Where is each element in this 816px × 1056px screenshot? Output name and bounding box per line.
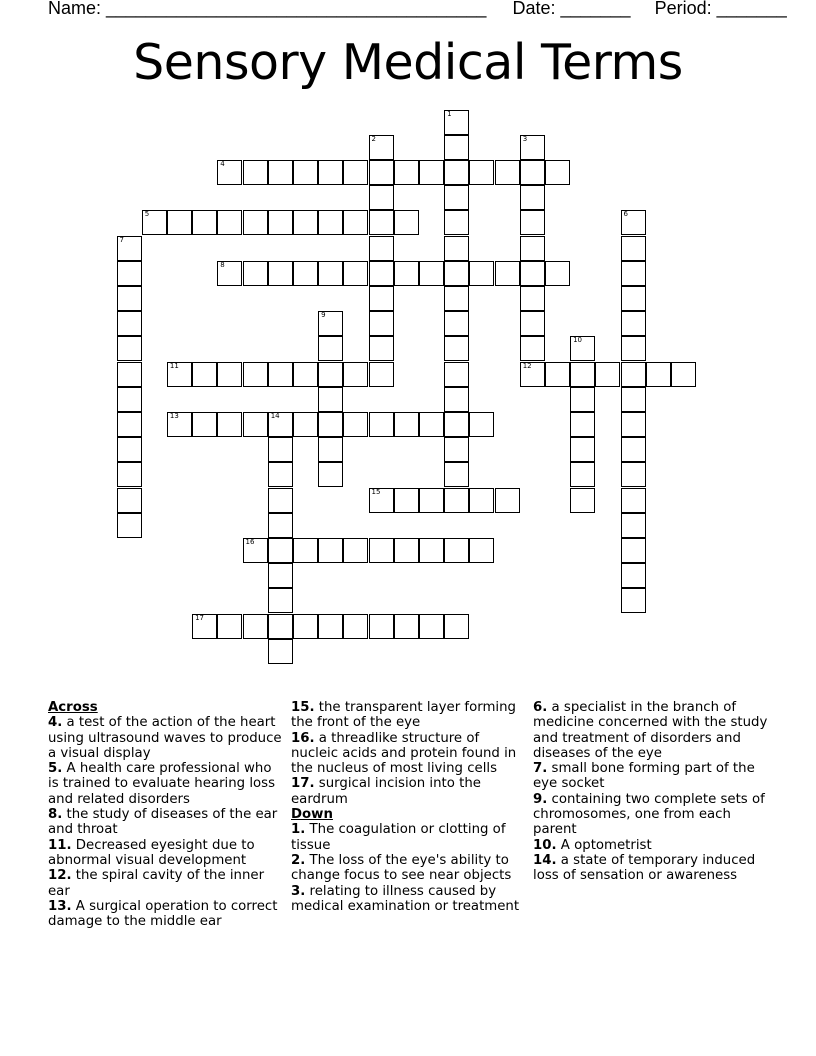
clue-number: 12 [522, 361, 532, 370]
grid-cell[interactable] [192, 614, 217, 639]
clue-number: 17 [195, 613, 205, 622]
grid-cell[interactable] [318, 311, 343, 336]
grid-cell[interactable] [318, 210, 343, 235]
grid-cell[interactable] [570, 362, 595, 387]
grid-cell[interactable] [545, 261, 570, 286]
grid-cell[interactable] [369, 614, 394, 639]
grid-cell[interactable] [343, 261, 368, 286]
grid-cell[interactable] [671, 362, 696, 387]
down-clue [533, 700, 768, 761]
page-title: Sensory Medical Terms [133, 34, 683, 91]
grid-cell[interactable] [621, 437, 646, 462]
grid-cell[interactable] [444, 210, 469, 235]
grid-cell[interactable] [117, 286, 142, 311]
grid-cell[interactable] [444, 336, 469, 361]
grid-cell[interactable] [369, 311, 394, 336]
grid-cell[interactable] [192, 412, 217, 437]
down-heading: Down [291, 807, 333, 823]
clue-text: Decreased eyesight due to abnormal visual development [48, 837, 255, 868]
across-clue [48, 761, 284, 807]
grid-cell[interactable] [268, 488, 293, 513]
grid-cell[interactable] [621, 236, 646, 261]
grid-cell[interactable] [369, 210, 394, 235]
grid-cell[interactable] [621, 462, 646, 487]
grid-cell[interactable] [217, 412, 242, 437]
down-clue [533, 838, 768, 853]
grid-cell[interactable] [419, 614, 444, 639]
grid-cell[interactable] [419, 261, 444, 286]
grid-cell[interactable] [369, 336, 394, 361]
grid-cell[interactable] [495, 261, 520, 286]
grid-cell[interactable] [268, 462, 293, 487]
clue-text: small bone forming part of the eye socket [533, 761, 755, 792]
grid-cell[interactable] [268, 538, 293, 563]
clue-number-label: 2. [291, 852, 306, 868]
grid-cell[interactable] [217, 362, 242, 387]
grid-cell[interactable] [343, 412, 368, 437]
across-clue [48, 807, 284, 838]
grid-cell[interactable] [444, 362, 469, 387]
grid-cell[interactable] [545, 362, 570, 387]
grid-cell[interactable] [318, 261, 343, 286]
clues-column-1 [48, 700, 284, 929]
clue-number-label: 10. [533, 837, 557, 853]
clues-column-3 [533, 700, 768, 884]
grid-cell[interactable] [217, 160, 242, 185]
clue-number-label: 1. [291, 822, 306, 838]
grid-cell[interactable] [394, 614, 419, 639]
grid-cell[interactable] [268, 513, 293, 538]
grid-cell[interactable] [570, 387, 595, 412]
grid-cell[interactable] [520, 135, 545, 160]
clue-number: 8 [220, 260, 225, 269]
grid-cell[interactable] [293, 160, 318, 185]
across-clues-col2 [291, 700, 525, 807]
clue-number-label: 15. [291, 700, 315, 715]
down-clue [291, 853, 525, 884]
clue-number: 4 [220, 159, 225, 168]
grid-cell[interactable] [444, 185, 469, 210]
grid-cell[interactable] [444, 412, 469, 437]
clue-number: 10 [573, 336, 583, 345]
grid-cell[interactable] [621, 311, 646, 336]
clues-column-2 [291, 700, 525, 914]
grid-cell[interactable] [343, 160, 368, 185]
grid-cell[interactable] [444, 437, 469, 462]
down-clue [533, 792, 768, 838]
clue-number: 14 [270, 411, 280, 420]
grid-cell[interactable] [268, 639, 293, 664]
clue-number: 1 [447, 109, 452, 118]
across-clue [291, 700, 525, 731]
grid-cell[interactable] [545, 160, 570, 185]
grid-cell[interactable] [444, 261, 469, 286]
worksheet-header [48, 0, 787, 19]
grid-cell[interactable] [318, 437, 343, 462]
across-clue [48, 868, 284, 899]
grid-cell[interactable] [570, 437, 595, 462]
grid-cell[interactable] [495, 160, 520, 185]
grid-cell[interactable] [343, 210, 368, 235]
grid-cell[interactable] [293, 261, 318, 286]
clue-number-label: 5. [48, 761, 63, 777]
grid-cell[interactable] [419, 488, 444, 513]
clue-text: a specialist in the branch of medicine concerned with the study and treatment of disorders and diseases of the eye [533, 700, 768, 761]
grid-cell[interactable] [444, 311, 469, 336]
grid-cell[interactable] [570, 336, 595, 361]
grid-cell[interactable] [369, 412, 394, 437]
clue-text: a threadlike structure of nucleic acids and protein found in the nucleus of most living cells [291, 730, 517, 777]
grid-cell[interactable] [117, 311, 142, 336]
grid-cell[interactable] [520, 362, 545, 387]
grid-cell[interactable] [469, 160, 494, 185]
grid-cell[interactable] [243, 261, 268, 286]
clue-number: 7 [119, 235, 124, 244]
grid-cell[interactable] [293, 412, 318, 437]
clue-text: The coagulation or clotting of tissue [291, 822, 506, 853]
grid-cell[interactable] [621, 336, 646, 361]
grid-cell[interactable] [444, 614, 469, 639]
clue-number: 11 [169, 361, 179, 370]
grid-cell[interactable] [192, 362, 217, 387]
grid-cell[interactable] [621, 210, 646, 235]
grid-cell[interactable] [495, 488, 520, 513]
grid-cell[interactable] [318, 412, 343, 437]
clue-number-label: 13. [48, 898, 72, 914]
grid-cell[interactable] [469, 538, 494, 563]
grid-cell[interactable] [369, 362, 394, 387]
across-clue [48, 715, 284, 761]
grid-cell[interactable] [192, 210, 217, 235]
grid-cell[interactable] [117, 387, 142, 412]
grid-cell[interactable] [394, 488, 419, 513]
grid-cell[interactable] [318, 336, 343, 361]
clue-text: the transparent layer forming the front of the eye [291, 700, 516, 731]
grid-cell[interactable] [520, 185, 545, 210]
grid-cell[interactable] [621, 488, 646, 513]
grid-cell[interactable] [343, 614, 368, 639]
grid-cell[interactable] [646, 362, 671, 387]
grid-cell[interactable] [117, 513, 142, 538]
clue-number-label: 9. [533, 791, 548, 807]
clue-text: A health care professional who is trained to evaluate hearing loss and related disorders [48, 761, 276, 807]
grid-cell[interactable] [621, 261, 646, 286]
clue-number: 3 [522, 134, 528, 143]
grid-cell[interactable] [419, 538, 444, 563]
down-clues-col2 [291, 822, 525, 914]
grid-cell[interactable] [243, 538, 268, 563]
grid-cell[interactable] [343, 362, 368, 387]
grid-cell[interactable] [621, 513, 646, 538]
clue-number: 9 [321, 311, 326, 320]
grid-cell[interactable] [394, 160, 419, 185]
grid-cell[interactable] [520, 336, 545, 361]
grid-cell[interactable] [520, 160, 545, 185]
name-field[interactable]: Name: ______________________________________ [48, 0, 487, 18]
grid-cell[interactable] [117, 488, 142, 513]
clue-text: the spiral cavity of the inner ear [48, 868, 265, 899]
grid-cell[interactable] [394, 538, 419, 563]
grid-cell[interactable] [293, 538, 318, 563]
grid-cell[interactable] [369, 185, 394, 210]
clue-text: The loss of the eye's ability to change focus to see near objects [291, 852, 512, 884]
clue-text: A optometrist [556, 837, 652, 853]
grid-cell[interactable] [217, 614, 242, 639]
grid-cell[interactable] [243, 160, 268, 185]
grid-cell[interactable] [394, 412, 419, 437]
grid-cell[interactable] [318, 362, 343, 387]
grid-cell[interactable] [268, 362, 293, 387]
grid-cell[interactable] [117, 437, 142, 462]
across-heading: Across [48, 700, 98, 715]
grid-cell[interactable] [293, 362, 318, 387]
across-clue [291, 731, 525, 777]
grid-cell[interactable] [621, 286, 646, 311]
clue-text: a test of the action of the heart using ultrasound waves to produce a visual display [48, 715, 282, 761]
clue-number: 2 [371, 134, 376, 143]
grid-cell[interactable] [469, 488, 494, 513]
clue-number: 15 [371, 487, 381, 496]
grid-cell[interactable] [217, 210, 242, 235]
date-field[interactable]: Date: _______ [512, 0, 631, 18]
across-clue [48, 899, 284, 930]
grid-cell[interactable] [243, 362, 268, 387]
grid-cell[interactable] [268, 588, 293, 613]
grid-cell[interactable] [444, 236, 469, 261]
across-clue [291, 776, 525, 807]
grid-cell[interactable] [318, 538, 343, 563]
grid-cell[interactable] [621, 538, 646, 563]
across-clues-col1 [48, 715, 284, 929]
grid-cell[interactable] [117, 412, 142, 437]
grid-cell[interactable] [167, 210, 192, 235]
grid-cell[interactable] [394, 261, 419, 286]
grid-cell[interactable] [520, 286, 545, 311]
grid-cell[interactable] [520, 210, 545, 235]
grid-cell[interactable] [419, 412, 444, 437]
grid-cell[interactable] [318, 387, 343, 412]
grid-cell[interactable] [444, 110, 469, 135]
grid-cell[interactable] [369, 538, 394, 563]
clue-number: 5 [144, 210, 150, 219]
grid-cell[interactable] [444, 387, 469, 412]
grid-cell[interactable] [520, 311, 545, 336]
grid-cell[interactable] [444, 286, 469, 311]
clue-number-label: 16. [291, 730, 315, 746]
grid-cell[interactable] [268, 614, 293, 639]
clue-number: 13 [169, 411, 179, 420]
clue-text: surgical incision into the eardrum [291, 776, 481, 807]
grid-cell[interactable] [369, 286, 394, 311]
down-clue [291, 884, 525, 915]
clue-number-label: 4. [48, 715, 63, 731]
clue-number-label: 7. [533, 761, 548, 777]
grid-cell[interactable] [369, 261, 394, 286]
grid-cell[interactable] [369, 236, 394, 261]
grid-cell[interactable] [570, 412, 595, 437]
clue-number-label: 17. [291, 776, 315, 792]
grid-cell[interactable] [369, 135, 394, 160]
grid-cell[interactable] [419, 160, 444, 185]
grid-cell[interactable] [469, 412, 494, 437]
clue-text: containing two complete sets of chromosomes, one from each parent [533, 791, 765, 838]
grid-cell[interactable] [369, 160, 394, 185]
grid-cell[interactable] [520, 261, 545, 286]
grid-cell[interactable] [444, 160, 469, 185]
grid-cell[interactable] [268, 412, 293, 437]
grid-cell[interactable] [117, 261, 142, 286]
grid-cell[interactable] [570, 488, 595, 513]
down-clues-col3 [533, 700, 768, 884]
grid-cell[interactable] [268, 563, 293, 588]
clue-text: A surgical operation to correct damage to the middle ear [48, 898, 278, 930]
clue-text: the study of diseases of the ear and throat [48, 807, 278, 838]
grid-cell[interactable] [318, 160, 343, 185]
grid-cell[interactable] [394, 210, 419, 235]
grid-cell[interactable] [293, 614, 318, 639]
grid-cell[interactable] [595, 362, 620, 387]
grid-cell[interactable] [318, 614, 343, 639]
grid-cell[interactable] [444, 488, 469, 513]
clue-text: a state of temporary induced loss of sensation or awareness [533, 852, 756, 884]
grid-cell[interactable] [369, 488, 394, 513]
period-field[interactable]: Period: _______ [654, 0, 787, 18]
grid-cell[interactable] [621, 588, 646, 613]
grid-cell[interactable] [117, 236, 142, 261]
grid-cell[interactable] [167, 362, 192, 387]
grid-cell[interactable] [293, 210, 318, 235]
grid-cell[interactable] [167, 412, 192, 437]
grid-cell[interactable] [343, 538, 368, 563]
grid-cell[interactable] [268, 160, 293, 185]
grid-cell[interactable] [243, 614, 268, 639]
down-clue [533, 853, 768, 884]
grid-cell[interactable] [268, 210, 293, 235]
grid-cell[interactable] [217, 261, 242, 286]
clue-number-label: 6. [533, 700, 548, 715]
grid-cell[interactable] [469, 261, 494, 286]
clue-number: 6 [623, 210, 628, 219]
clue-number-label: 3. [291, 883, 306, 899]
grid-cell[interactable] [444, 462, 469, 487]
grid-cell[interactable] [117, 462, 142, 487]
grid-cell[interactable] [243, 210, 268, 235]
grid-cell[interactable] [621, 563, 646, 588]
clue-number-label: 14. [533, 852, 557, 868]
grid-cell[interactable] [268, 261, 293, 286]
clue-number: 16 [245, 537, 255, 546]
down-clue [291, 822, 525, 853]
down-clue [533, 761, 768, 792]
grid-cell[interactable] [621, 362, 646, 387]
grid-cell[interactable] [142, 210, 167, 235]
grid-cell[interactable] [621, 412, 646, 437]
across-clue [48, 838, 284, 869]
grid-cell[interactable] [117, 336, 142, 361]
grid-cell[interactable] [444, 135, 469, 160]
grid-cell[interactable] [117, 362, 142, 387]
clue-number-label: 8. [48, 807, 63, 823]
clue-text: relating to illness caused by medical examination or treatment [291, 883, 520, 914]
clue-number-label: 11. [48, 837, 72, 853]
grid-cell[interactable] [268, 437, 293, 462]
grid-cell[interactable] [444, 538, 469, 563]
clue-number-label: 12. [48, 868, 72, 884]
grid-cell[interactable] [318, 462, 343, 487]
grid-cell[interactable] [621, 387, 646, 412]
grid-cell[interactable] [520, 236, 545, 261]
grid-cell[interactable] [570, 462, 595, 487]
grid-cell[interactable] [243, 412, 268, 437]
